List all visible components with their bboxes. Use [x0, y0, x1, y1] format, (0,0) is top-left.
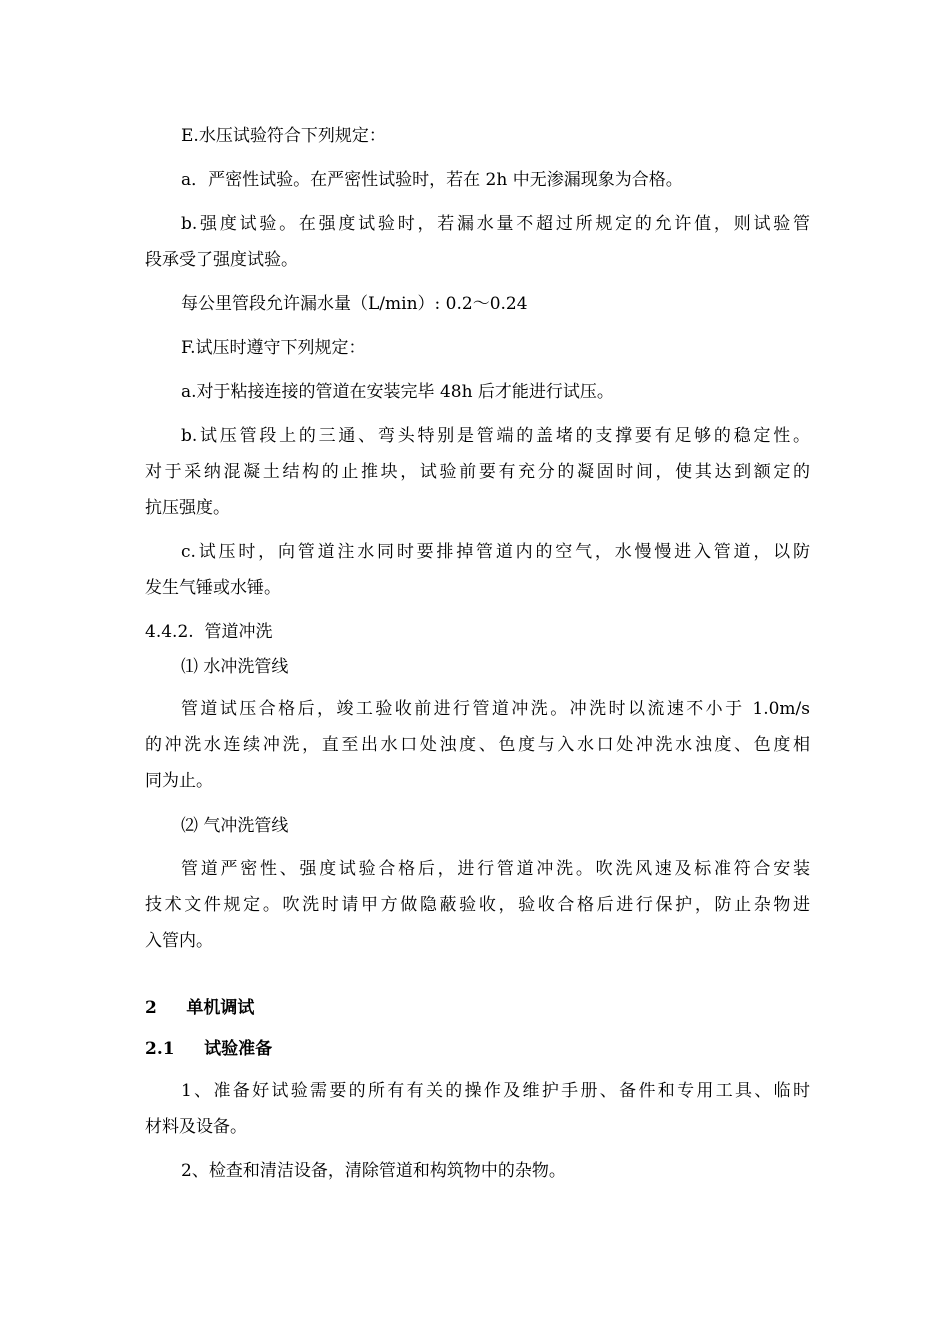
subheading-water-flush: ⑴ 水冲洗管线 [181, 657, 289, 677]
paragraph-water-flush: 管道试压合格后，竣工验收前进行管道冲洗。冲洗时以流速不小于 1.0m/s 的冲洗水连续冲洗，直至出水口处浊度、色度与入水口处冲洗水浊度、色度相 同为止。 [145, 699, 810, 791]
paragraph-f-a: a.对于粘接连接的管道在安装完毕 48h 后才能进行试压。 [181, 382, 614, 402]
paragraph-leak-rate: 每公里管段允许漏水量（L/min）: 0.2～0.24 [181, 294, 528, 314]
paragraph-item-2: 2、检查和清洁设备，清除管道和构筑物中的杂物。 [181, 1161, 566, 1181]
chapter-heading-2: 2 单机调试 [145, 998, 255, 1018]
paragraph-f-title: F.试压时遵守下列规定： [181, 338, 366, 358]
section-heading-2-1: 2.1 试验准备 [145, 1039, 273, 1059]
paragraph-e-title: E.水压试验符合下列规定： [181, 126, 386, 146]
subheading-air-flush: ⑵ 气冲洗管线 [181, 816, 289, 836]
paragraph-air-flush: 管道严密性、强度试验合格后，进行管道冲洗。吹洗风速及标准符合安装 技术文件规定。吹洗时请甲方做隐蔽验收，验收合格后进行保护，防止杂物进 入管内。 [145, 859, 810, 951]
paragraph-f-c: c.试压时，向管道注水同时要排掉管道内的空气，水慢慢进入管道，以防 发生气锤或水锤。 [145, 542, 810, 598]
paragraph-e-a: a．严密性试验。在严密性试验时，若在 2h 中无渗漏现象为合格。 [181, 170, 683, 190]
paragraph-item-1: 1、准备好试验需要的所有有关的操作及维护手册、备件和专用工具、临时 材料及设备。 [145, 1081, 810, 1137]
section-heading-4-4-2: 4.4.2. 管道冲洗 [145, 622, 273, 642]
paragraph-e-b: b.强度试验。在强度试验时，若漏水量不超过所规定的允许值，则试验管 段承受了强度试验。 [145, 214, 810, 270]
paragraph-f-b: b.试压管段上的三通、弯头特别是管端的盖堵的支撑要有足够的稳定性。 对于采纳混凝土结构的止推块，试验前要有充分的凝固时间，使其达到额定的 抗压强度。 [145, 426, 810, 518]
